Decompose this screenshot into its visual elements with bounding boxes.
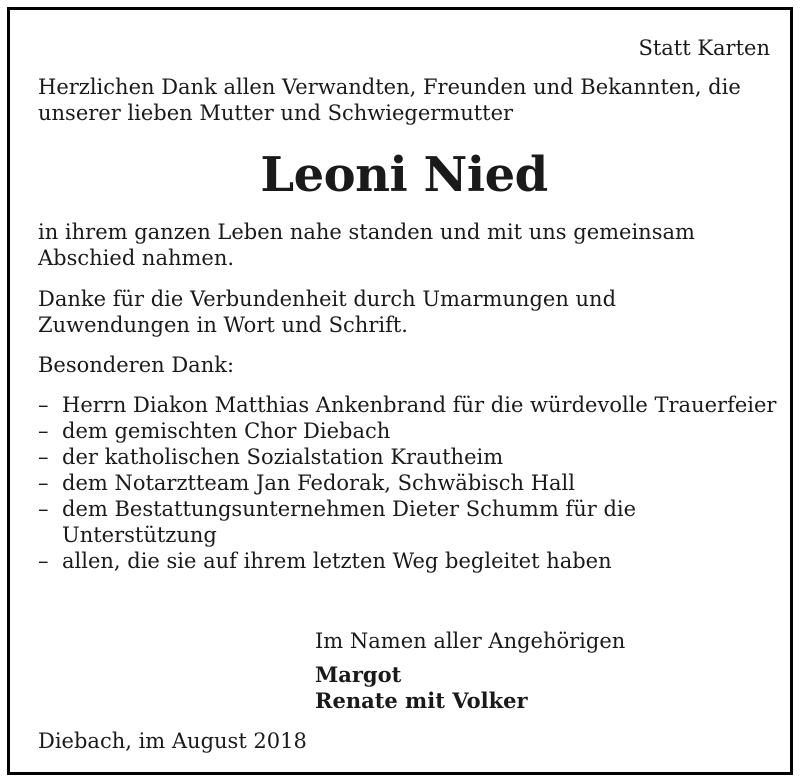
list-item-text: Herrn Diakon Matthias Ankenbrand für die würdevolle Trauerfeier <box>62 393 777 417</box>
notice-frame <box>7 7 793 775</box>
signature-names <box>315 662 765 714</box>
dash-bullet: – <box>38 549 49 573</box>
special-thanks-heading: Besonderen Dank: <box>38 353 235 377</box>
dash-bullet: – <box>38 419 49 443</box>
list-item-text: der katholischen Sozialstation Krautheim <box>62 445 504 469</box>
list-item <box>38 418 778 444</box>
paragraph-gratitude: Danke für die Verbundenheit durch Umarmungen und Zuwendungen in Wort und Schrift. <box>38 287 617 337</box>
place-date: Diebach, im August 2018 <box>38 729 307 753</box>
list-item <box>38 444 778 470</box>
signature-line: Im Namen aller Angehörigen <box>315 629 626 653</box>
dash-bullet: – <box>38 393 49 417</box>
list-item <box>38 496 778 548</box>
list-item-text: dem gemischten Chor Diebach <box>62 419 391 443</box>
intro-text: Herzlichen Dank allen Verwandten, Freunden und Bekannten, die unserer lieben Mutter und Schwiegermutter <box>38 75 741 125</box>
dash-bullet: – <box>38 497 49 521</box>
deceased-name: Leoni Nied <box>260 147 548 203</box>
list-item-text: dem Bestattungsunternehmen Dieter Schumm für die Unterstützung <box>62 497 637 547</box>
list-item <box>38 470 778 496</box>
dash-bullet: – <box>38 471 49 495</box>
thanks-list <box>38 392 778 574</box>
list-item <box>38 548 778 574</box>
list-item-text: dem Notarztteam Jan Fedorak, Schwäbisch Hall <box>62 471 575 495</box>
statt-karten-note: Statt Karten <box>638 36 770 60</box>
paragraph-farewell: in ihrem ganzen Leben nahe standen und mit uns gemeinsam Abschied nahmen. <box>38 220 695 270</box>
dash-bullet: – <box>38 445 49 469</box>
signature-name: Margot <box>315 662 402 687</box>
list-item <box>38 392 778 418</box>
list-item-text: allen, die sie auf ihrem letzten Weg begleitet haben <box>62 549 612 573</box>
signature-name: Renate mit Volker <box>315 688 528 713</box>
